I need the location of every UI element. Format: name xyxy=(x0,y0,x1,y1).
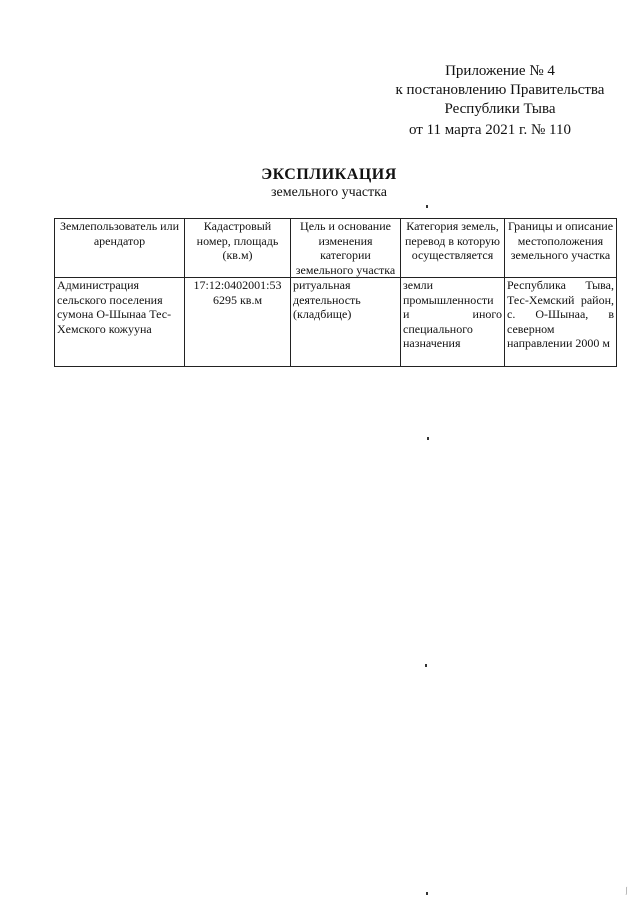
scan-speck xyxy=(427,437,429,440)
header-purpose: Цель и основание изменения категории земельного участка xyxy=(291,219,401,278)
scan-speck xyxy=(426,892,428,895)
explication-table xyxy=(54,218,617,367)
corner-mark-icon: ⁄ xyxy=(623,886,631,897)
cell-land-user: Администрация сельского поселения сумона О-Шынаа Тес-Хемского кожууна xyxy=(55,278,185,367)
document-title: ЭКСПЛИКАЦИЯ xyxy=(261,166,397,183)
appendix-reference: к постановлению Правительства xyxy=(395,82,605,98)
appendix-header xyxy=(380,62,620,119)
table-row xyxy=(55,278,617,367)
appendix-republic: Республики Тыва xyxy=(444,101,556,117)
header-category: Категория земель, перевод в которую осуществляется xyxy=(401,219,505,278)
cell-category: земли промышленности и иного специального назначения xyxy=(401,278,505,367)
scan-speck xyxy=(425,664,427,667)
header-cadastral: Кадастровый номер, площадь (кв.м) xyxy=(185,219,291,278)
cell-purpose: ритуальная деятельность (кладбище) xyxy=(291,278,401,367)
appendix-number: Приложение № 4 xyxy=(445,63,555,79)
scan-speck xyxy=(426,205,428,208)
table-header-row xyxy=(55,219,617,278)
document-subtitle: земельного участка xyxy=(271,185,387,200)
cell-cadastral: 17:12:0402001:53 6295 кв.м xyxy=(185,278,291,367)
header-land-user: Землепользователь или арендатор xyxy=(55,219,185,278)
header-boundaries: Границы и описание местоположения земельного участка xyxy=(505,219,617,278)
decree-date: от 11 марта 2021 г. № 110 xyxy=(408,122,571,138)
cell-boundaries: Республика Тыва, Тес-Хемский район, с. О-Шынаа, в северном направлении 2000 м xyxy=(505,278,617,367)
